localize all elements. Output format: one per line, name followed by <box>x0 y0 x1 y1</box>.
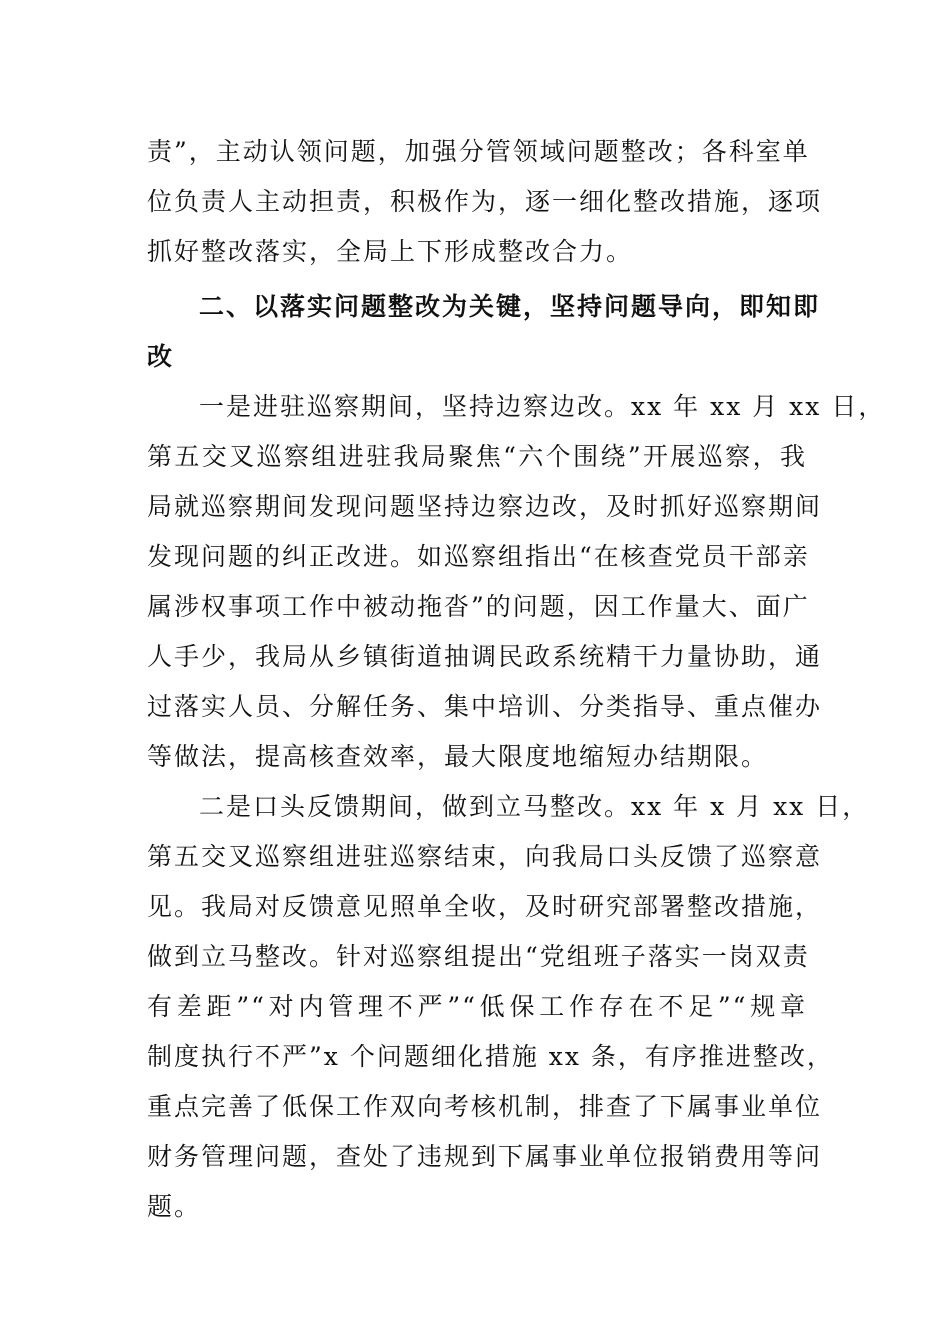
document-body <box>147 127 886 1232</box>
heading-line: 改 <box>147 342 175 371</box>
text-line: 一是进驻巡察期间，坚持边察边改。xx 年 xx 月 xx 日， <box>199 392 886 421</box>
text-line: 局就巡察期间发现问题坚持边察边改，及时抓好巡察期间 <box>147 492 823 521</box>
text-line: 责”，主动认领问题，加强分管领域问题整改；各科室单 <box>147 137 810 166</box>
text-line: 属涉权事项工作中被动拖沓”的问题，因工作量大、面广 <box>147 592 810 621</box>
text-line: 位负责人主动担责，积极作为，逐一细化整改措施，逐项 <box>147 187 823 216</box>
text-line: 第五交叉巡察组进驻我局聚焦“六个围绕”开展巡察，我 <box>147 442 807 471</box>
text-line: 见。我局对反馈意见照单全收，及时研究部署整改措施， <box>147 892 823 921</box>
text-line: 抓好整改落实，全局上下形成整改合力。 <box>147 237 634 266</box>
paragraph-two <box>147 782 870 1232</box>
text-line: 第五交叉巡察组进驻巡察结束，向我局口头反馈了巡察意 <box>147 842 823 871</box>
text-line: 做到立马整改。针对巡察组提出“党组班子落实一岗双责 <box>147 942 810 971</box>
text-line: 等做法，提高核查效率，最大限度地缩短办结期限。 <box>147 742 769 771</box>
text-line: 有差距”“对内管理不严”“低保工作存在不足”“规章 <box>147 992 807 1021</box>
paragraph-continued <box>147 127 823 277</box>
text-line: 二是口头反馈期间，做到立马整改。xx 年 x 月 xx 日， <box>199 792 870 821</box>
text-line: 题。 <box>147 1192 202 1221</box>
section-heading <box>147 282 821 382</box>
text-line: 重点完善了低保工作双向考核机制，排查了下属事业单位 <box>147 1092 823 1121</box>
text-line: 财务管理问题，查处了违规到下属事业单位报销费用等问 <box>147 1142 823 1171</box>
heading-line: 二、以落实问题整改为关键，坚持问题导向，即知即 <box>199 292 821 321</box>
text-line: 过落实人员、分解任务、集中培训、分类指导、重点催办 <box>147 692 823 721</box>
text-line: 制度执行不严”x 个问题细化措施 xx 条，有序推进整改， <box>147 1042 834 1071</box>
text-line: 发现问题的纠正改进。如巡察组指出“在核查党员干部亲 <box>147 542 810 571</box>
text-line: 人手少，我局从乡镇街道抽调民政系统精干力量协助，通 <box>147 642 823 671</box>
paragraph-one <box>147 382 886 782</box>
